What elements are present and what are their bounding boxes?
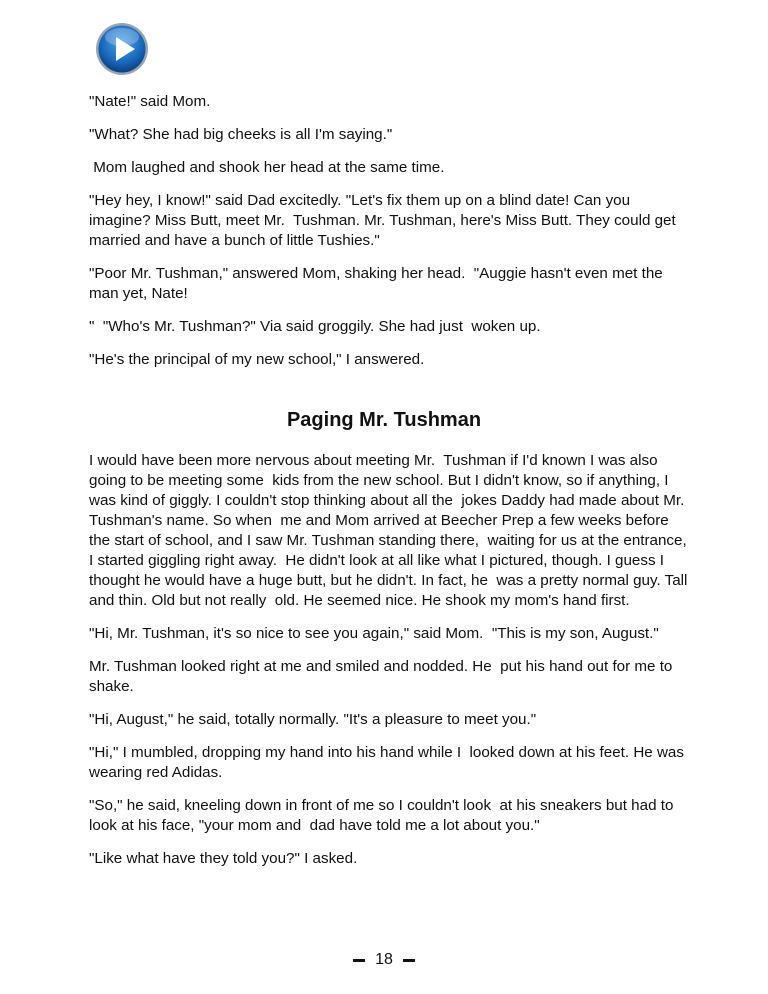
paragraph: "Nate!" said Mom. bbox=[89, 93, 211, 110]
page-number: 18 bbox=[375, 951, 393, 968]
paragraph: "Like what have they told you?" I asked. bbox=[89, 850, 358, 867]
paragraph: Mom laughed and shook her head at the same time. bbox=[89, 159, 445, 176]
paragraph: "Hi," I mumbled, dropping my hand into his hand while I looked down at his feet. He was wearing red Adidas. bbox=[89, 744, 689, 781]
dash-left bbox=[353, 959, 365, 962]
paragraph: "Hey hey, I know!" said Dad excitedly. "Let's fix them up on a blind date! Can you imagine? Miss Butt, meet Mr. Tushman. Mr. Tushman, here's Miss Butt. They could get married and have a bunch of little Tushies." bbox=[89, 192, 680, 249]
top-section bbox=[89, 92, 689, 370]
paragraph: "Hi, August," he said, totally normally. "It's a pleasure to meet you." bbox=[89, 711, 537, 728]
paragraph: " "Who's Mr. Tushman?" Via said groggily. She had just woken up. bbox=[89, 318, 541, 335]
paragraph: "Hi, Mr. Tushman, it's so nice to see you again," said Mom. "This is my son, August." bbox=[89, 625, 659, 642]
page-footer bbox=[0, 951, 768, 969]
paragraph: "Poor Mr. Tushman," answered Mom, shaking her head. "Auggie hasn't even met the man yet, Nate! bbox=[89, 265, 667, 302]
chapter-body bbox=[89, 451, 692, 869]
dash-right bbox=[403, 959, 415, 962]
paragraph: I would have been more nervous about meeting Mr. Tushman if I'd known I was also going to be meeting some kids from the new school. But I didn't know, so if anything, I was kind of giggly. I couldn't stop thinking about all the jokes Daddy had made about Mr. Tushman's name. So when me and Mom arrived at Beecher Prep a few weeks before the start of school, and I saw Mr. Tushman standing there, waiting for us at the entrance, I started giggling right away. He didn't look at all like what I pictured, though. I guess I thought he would have a huge butt, but he didn't. In fact, he was a pretty normal guy. Tall and thin. Old but not really old. He seemed nice. He shook my mom's hand first. bbox=[89, 452, 692, 609]
chapter-title: Paging Mr. Tushman bbox=[286, 409, 482, 431]
paragraph: "So," he said, kneeling down in front of me so I couldn't look at his sneakers but had to look at his face, "your mom and dad have told me a lot about you." bbox=[89, 797, 678, 834]
paragraph: Mr. Tushman looked right at me and smiled and nodded. He put his hand out for me to shake. bbox=[89, 658, 677, 695]
paragraph: "What? She had big cheeks is all I'm saying." bbox=[89, 126, 393, 143]
paragraph: "He's the principal of my new school," I answered. bbox=[89, 351, 425, 368]
play-circle-icon bbox=[95, 22, 149, 76]
play-button[interactable] bbox=[95, 22, 149, 76]
